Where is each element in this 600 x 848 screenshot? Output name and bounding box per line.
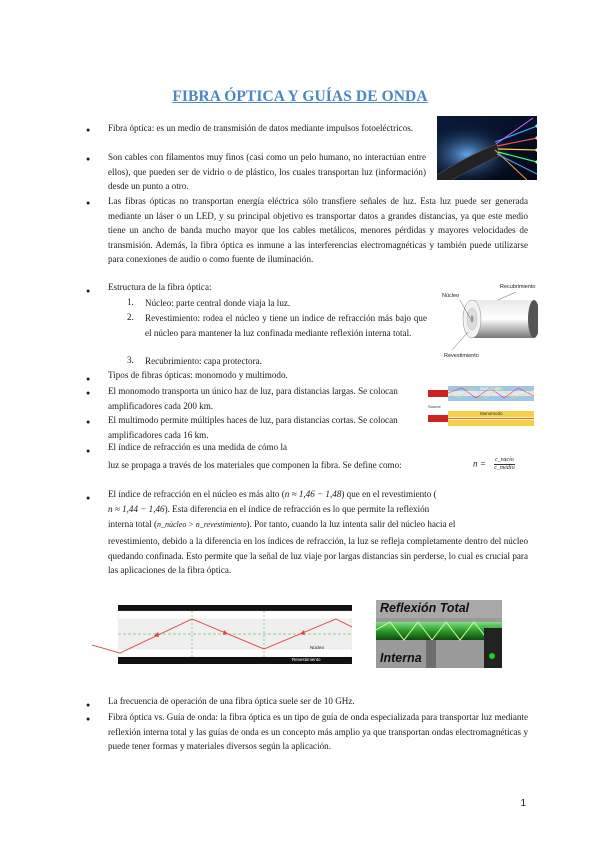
structure-heading: Estructura de la fibra óptica: [108,282,212,292]
bullet: ● [86,701,91,709]
paragraph-nucleo-line2 [108,504,429,514]
bullet: ● [86,199,91,207]
paragraph-fibra-vs-guia: Fibra óptica vs. Guía de onda: la fibra óptica es un tipo de guía de onda especializada para transportar luz mediante reflexión interna total y las guías de onda es un concepto más amplio ya que transportan ondas electromagnéticas y puede tener formas y materiales diversos según la aplicación. [108,712,528,752]
text-run: ). Esta diferencia en el índice de refracción es lo que permite la reflexión [164,504,430,514]
label-guide-nucleo: Núcleo [310,645,325,650]
math-run: n_núcleo > n_revestimiento [157,520,247,529]
structure-item-nucleo: Núcleo: parte central donde viaja la luz. [145,298,291,308]
formula-den: c_medio [494,465,515,471]
bullet: ● [86,375,91,383]
structure-item-revestimiento: Revestimiento: rodea el núcleo y tiene un índice de refracción más bajo que el núcleo para mantener la luz confinada mediante reflexión interna total. [145,313,427,338]
paragraph-frecuencia: La frecuencia de operación de una fibra óptica suele ser de 10 GHz. [108,696,355,706]
paragraph-fibra-optica: Fibra óptica: es un medio de transmisión de datos mediante impulsos fotoeléctricos. [108,123,414,133]
bullet: ● [86,494,91,502]
paragraph-cables: Son cables con filamentos muy finos (casi como un pelo humano, no interactúan entre ellos), que pueden ser de vidrio o de plástico, los cuales transportan luz (información) desde un punto a otro. [108,152,426,192]
paragraph-nucleo-line3 [108,519,455,529]
text-run: ) que en el revestimiento ( [341,489,437,499]
label-revestimiento: Revestimiento [444,353,479,359]
math-run: n ≈ 1,44 − 1,46 [108,504,165,514]
label-multimodo: Multimodo [480,386,501,391]
list-number: 1. [127,297,134,307]
label-monomodo: Monomodo [480,411,503,416]
formula-fraction [494,457,514,472]
modes-diagram [428,384,536,430]
label-recubrimiento: Recubrimiento [500,284,536,290]
paragraph-tipos: Tipos de fibras ópticas: monomodo y multimodo. [108,370,288,380]
paragraph-monomodo: El monomodo transporta un único haz de luz, para distancias largas. Se colocan amplificadores cada 200 km. [108,386,398,411]
formula-n [473,457,515,472]
math-run: n ≈ 1,46 − 1,48 [284,489,342,499]
paragraph-indice-b: luz se propaga a través de los materiales que componen la fibra. Se define como: [108,460,402,470]
formula-lhs: n = [473,458,486,469]
structure-item-recubrimiento: Recubrimiento: capa protectora. [145,356,262,366]
text-run: El índice de refracción en el núcleo es más alto ( [108,489,285,499]
total-reflection-photo [376,600,502,668]
total-reflection-diagram [92,605,352,667]
bullet: ● [86,447,91,455]
photo-caption-line1: Reflexión Total [380,601,470,615]
label-source: Source [428,404,441,409]
page-number: 1 [520,798,526,809]
paragraph-multimodo: El multimodo permite múltiples haces de luz, para distancias cortas. Se colocan amplificadores cada 16 km. [108,415,398,440]
text-run: ). Por tanto, cuando la luz intenta salir del núcleo hacia el [246,519,456,529]
label-nucleo: Núcleo [442,293,460,299]
bullet: ● [86,715,91,723]
list-number: 3. [127,355,134,365]
page-title: FIBRA ÓPTICA Y GUÍAS DE ONDA [172,88,428,105]
photo-caption-line2: Interna [380,651,422,665]
bullet: ● [86,389,91,397]
bullet: ● [86,287,91,295]
bullet: ● [86,418,91,426]
label-guide-revestimiento: Revestimiento [292,657,321,662]
paragraph-nucleo-line1 [108,489,437,499]
list-number: 2. [127,312,134,322]
fiber-structure-diagram [438,280,538,364]
paragraph-nucleo-rest: revestimiento, debido a la diferencia en los índices de refracción, la luz se refleja completamente dentro del núcleo quedando confinada. Esto permite que la señal de luz viaje por largas distancias sin perderse, lo cual es crucial para las aplicaciones de la fibra óptica. [108,536,528,576]
paragraph-indice-a: El índice de refracción es una medida de cómo la [108,442,288,452]
fiber-cable-photo [437,116,537,180]
paragraph-energia: Las fibras ópticas no transportan energía eléctrica sólo transfiere señales de luz. Esta luz puede ser generada mediante un láser o un LED, y su principal objetivo es transportar datos a grandes distancias, ya que este medio tiene un ancho de banda mucho mayor que los cables metálicos, menores pérdidas y mayores velocidades de transmisión. Además, la fibra óptica es inmune a las interferencias electromagnéticas y también puede utilizarse para conexiones de audio o como fuente de iluminación. [108,196,528,265]
bullet: ● [86,155,91,163]
text-run: interna total ( [108,519,157,529]
formula-num: c_vacío [495,457,514,463]
bullet: ● [86,126,91,134]
